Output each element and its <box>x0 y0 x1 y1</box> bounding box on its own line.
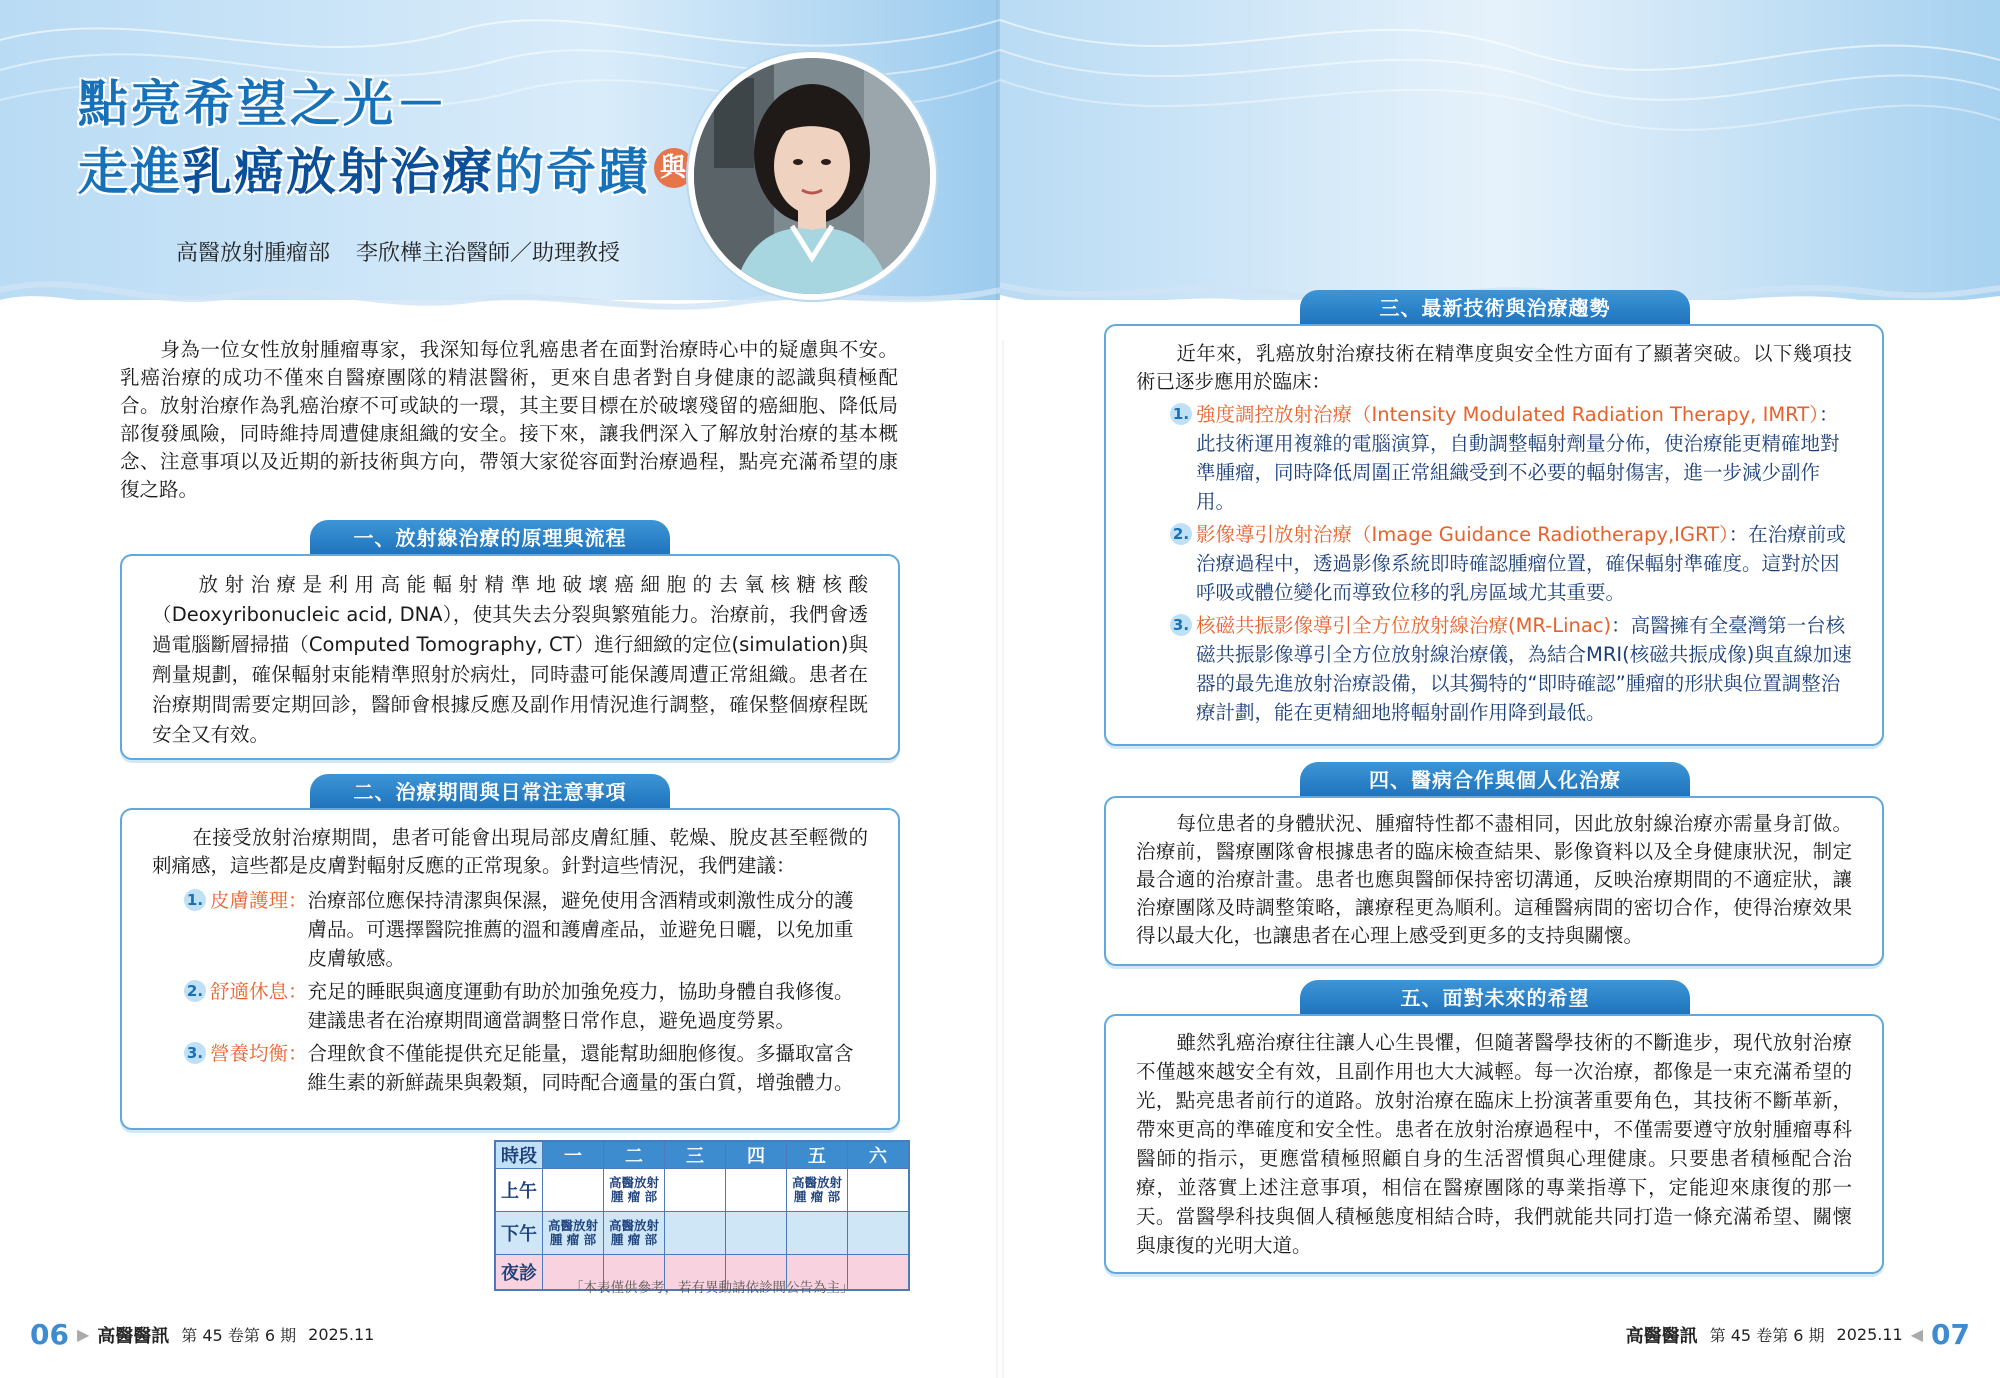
list-item <box>1170 611 1852 727</box>
item-text: 合理飲食不僅能提供充足能量，還能幫助細胞修復。多攝取富含維生素的新鮮蔬果與穀類，同時配合適量的蛋白質，增強體力。 <box>307 1042 854 1094</box>
schedule-cell <box>848 1169 910 1212</box>
section2-intro-text: 在接受放射治療期間，患者可能會出現局部皮膚紅腫、乾燥、脫皮甚至輕微的刺痛感，這些都是皮膚對輻射反應的正常現象。針對這些情況，我們建議： <box>152 826 868 877</box>
schedule-header-row <box>495 1141 909 1169</box>
item-label: 影像導引放射治療（Image Guidance Radiotherapy,IGRT） <box>1196 523 1729 546</box>
title-yu-badge: 與 <box>654 148 694 188</box>
section1-text: 放射治療是利用高能輻射精準地破壞癌細胞的去氧核糖核酸（Deoxyribonucleic acid, DNA），使其失去分裂與繁殖能力。治療前，我們會透過電腦斷層掃描（Computed Tomography, CT）進行細緻的定位(simulation)與劑量規劃，確保輻射束能精準照射於病灶，同時盡可能保護周遭正常組織。患者在治療期間需要定期回診，醫師會根據反應及副作用情況進行調整，確保整個療程既安全又有效。 <box>152 573 868 746</box>
schedule-cell <box>726 1169 787 1212</box>
item-label: 營養均衡： <box>210 1042 308 1065</box>
section5-box <box>1104 1014 1884 1274</box>
title-part-mid: 的奇蹟 <box>494 143 650 201</box>
author-photo <box>688 52 936 300</box>
section1-heading: 一、放射線治療的原理與流程 <box>310 520 670 554</box>
title-part-pre: 走進 <box>78 143 182 201</box>
item-text: ：高醫擁有全臺灣第一台核磁共振影像導引全方位放射線治療儀，為結合MRI(核磁共振成像)與直線加速器的最先進放射治療設備，以其獨特的“即時確認”腫瘤的形狀與位置調整治療計劃，能在更精細地將輻射副作用降到最低。 <box>1196 614 1852 724</box>
item-text: 治療部位應保持清潔與保濕，避免使用含酒精或刺激性成分的護膚品。可選擇醫院推薦的溫和護膚產品，並避免日曬，以免加重皮膚敏感。 <box>307 889 854 970</box>
schedule-day-header: 三 <box>665 1141 726 1169</box>
item-label: 皮膚護理： <box>210 889 308 912</box>
schedule-row-afternoon <box>495 1212 909 1255</box>
schedule-day-header: 四 <box>726 1141 787 1169</box>
footer-left <box>30 1318 374 1351</box>
author-name-title: 李欣樺主治醫師／助理教授 <box>356 241 621 266</box>
item-number-badge: 3. <box>184 1042 206 1064</box>
intro-paragraph <box>120 336 898 504</box>
section5-text: 雖然乳癌治療往往讓人心生畏懼，但隨著醫學技術的不斷進步，現代放射治療不僅越來越安全有效，且副作用也大大減輕。每一次治療，都像是一束充滿希望的光，點亮患者前行的道路。放射治療在臨床上扮演著重要角色，其技術不斷革新，帶來更高的準確度和安全性。患者在放射治療過程中，不僅需要遵守放射腫瘤專科醫師的指示，更應當積極照顧自身的生活習慣與心理健康。只要患者積極配合治療，並落實上述注意事項，相信在醫療團隊的專業指導下，定能迎來康復的那一天。當醫學科技與個人積極態度相結合時，我們就能共同打造一條充滿希望、關懷與康復的光明大道。 <box>1136 1031 1852 1257</box>
section5-heading: 五、面對未來的希望 <box>1300 980 1690 1014</box>
schedule-row-label: 下午 <box>495 1212 543 1255</box>
intro-text: 身為一位女性放射腫瘤專家，我深知每位乳癌患者在面對治療時心中的疑慮與不安。乳癌治療的成功不僅來自醫療團隊的精湛醫術，更來自患者對自身健康的認識與積極配合。放射治療作為乳癌治療不可或缺的一環，其主要目標在於破壞殘留的癌細胞、降低局部復發風險，同時維持周遭健康組織的安全。接下來，讓我們深入了解放射治療的基本概念、注意事項以及近期的新技術與方向，帶領大家從容面對治療過程，點亮充滿希望的康復之路。 <box>120 338 898 501</box>
item-text: ：此技術運用複雜的電腦演算，自動調整輻射劑量分佈，使治療能更精確地對準腫瘤，同時降低周圍正常組織受到不必要的輻射傷害，進一步減少副作用。 <box>1196 403 1840 513</box>
article-title-line1: 點亮希望之光－ <box>78 75 449 133</box>
triangle-left-icon: ◀ <box>1910 1325 1924 1344</box>
list-item <box>184 1039 868 1097</box>
magazine-name: 高醫醫訊 <box>1625 1325 1698 1347</box>
right-page <box>1000 0 2000 1378</box>
schedule-day-header: 二 <box>604 1141 665 1169</box>
page-number: 06 <box>30 1318 69 1351</box>
list-item <box>184 977 868 1035</box>
schedule-cell <box>787 1212 848 1255</box>
item-number-badge: 1. <box>184 889 206 911</box>
item-text: 充足的睡眠與適度運動有助於加強免疫力，協助身體自我修復。建議患者在治療期間適當調整日常作息，避免過度勞累。 <box>307 980 854 1032</box>
item-text: ：在治療前或治療過程中，透過影像系統即時確認腫瘤位置，確保輻射準確度。這對於因呼吸或體位變化而導致位移的乳房區域尤其重要。 <box>1196 523 1846 604</box>
schedule-note: 「本表僅供參考，若有異動請依診間公告為主」 <box>570 1280 854 1296</box>
section4-text: 每位患者的身體狀況、腫瘤特性都不盡相同，因此放射線治療亦需量身訂做。治療前，醫療團隊會根據患者的臨床檢查結果、影像資料以及全身健康狀況，制定最合適的治療計畫。患者也應與醫師保持密切溝通，反映治療期間的不適症狀，讓治療團隊及時調整策略，讓療程更為順利。這種醫病間的密切合作，使得治療效果得以最大化，也讓患者在心理上感受到更多的支持與關懷。 <box>1136 812 1852 947</box>
list-item <box>184 886 868 973</box>
section3-intro-paragraph <box>1106 326 1882 396</box>
issue-date: 2025.11 <box>1836 1325 1903 1344</box>
magazine-name: 高醫醫訊 <box>97 1325 170 1347</box>
schedule-row-label: 上午 <box>495 1169 543 1212</box>
list-item <box>1170 400 1852 516</box>
section4-paragraph <box>1106 798 1882 950</box>
section5-paragraph <box>1106 1016 1882 1260</box>
list-item <box>1170 520 1852 607</box>
issue-volume: 第 45 卷第 6 期 <box>181 1326 297 1345</box>
item-number-badge: 2. <box>1170 523 1192 545</box>
schedule-row-morning <box>495 1169 909 1212</box>
item-number-badge: 1. <box>1170 403 1192 425</box>
schedule-corner-header: 時段 <box>495 1141 543 1169</box>
item-number-badge: 2. <box>184 980 206 1002</box>
section1-paragraph <box>122 556 898 750</box>
schedule-cell <box>665 1169 726 1212</box>
item-label: 強度調控放射治療（Intensity Modulated Radiation Therapy, IMRT） <box>1196 403 1819 426</box>
item-label: 核磁共振影像導引全方位放射線治療(MR-Linac) <box>1196 614 1612 637</box>
schedule-cell <box>665 1212 726 1255</box>
author-portrait-image <box>694 58 930 294</box>
issue-date: 2025.11 <box>308 1325 375 1344</box>
title-part-highlight: 乳癌放射治療 <box>182 143 494 201</box>
schedule-cell <box>726 1212 787 1255</box>
schedule-day-header: 六 <box>848 1141 910 1169</box>
schedule-day-header: 一 <box>543 1141 604 1169</box>
schedule-cell <box>848 1212 910 1255</box>
section2-heading: 二、治療期間與日常注意事項 <box>310 774 670 808</box>
triangle-right-icon: ▶ <box>76 1325 90 1344</box>
section4-box <box>1104 796 1884 966</box>
clinic-schedule-table <box>494 1140 910 1291</box>
item-number-badge: 3. <box>1170 614 1192 636</box>
footer-right <box>1626 1318 1970 1351</box>
schedule-cell: 高醫放射腫 瘤 部 <box>604 1212 665 1255</box>
section1-box <box>120 554 900 760</box>
schedule-cell: 高醫放射腫 瘤 部 <box>543 1212 604 1255</box>
section3-heading: 三、最新技術與治療趨勢 <box>1300 290 1690 324</box>
item-label: 舒適休息： <box>210 980 308 1003</box>
issue-volume: 第 45 卷第 6 期 <box>1709 1326 1825 1345</box>
wave-header-right <box>1000 0 2000 340</box>
schedule-cell <box>848 1255 910 1291</box>
schedule-row-label: 夜診 <box>495 1255 543 1291</box>
section3-box <box>1104 324 1884 746</box>
schedule-day-header: 五 <box>787 1141 848 1169</box>
schedule-cell: 高醫放射腫 瘤 部 <box>604 1169 665 1212</box>
section2-box <box>120 808 900 1130</box>
author-byline <box>176 236 646 267</box>
section3-list <box>1106 396 1882 727</box>
section4-heading: 四、醫病合作與個人化治療 <box>1300 762 1690 796</box>
schedule-cell: 高醫放射腫 瘤 部 <box>787 1169 848 1212</box>
section2-intro-paragraph <box>122 810 898 880</box>
schedule-cell <box>543 1169 604 1212</box>
section2-list <box>122 880 898 1097</box>
section3-intro-text: 近年來，乳癌放射治療技術在精準度與安全性方面有了顯著突破。以下幾項技術已逐步應用於臨床： <box>1136 342 1852 393</box>
page-number: 07 <box>1931 1318 1970 1351</box>
author-department: 高醫放射腫瘤部 <box>176 241 331 266</box>
